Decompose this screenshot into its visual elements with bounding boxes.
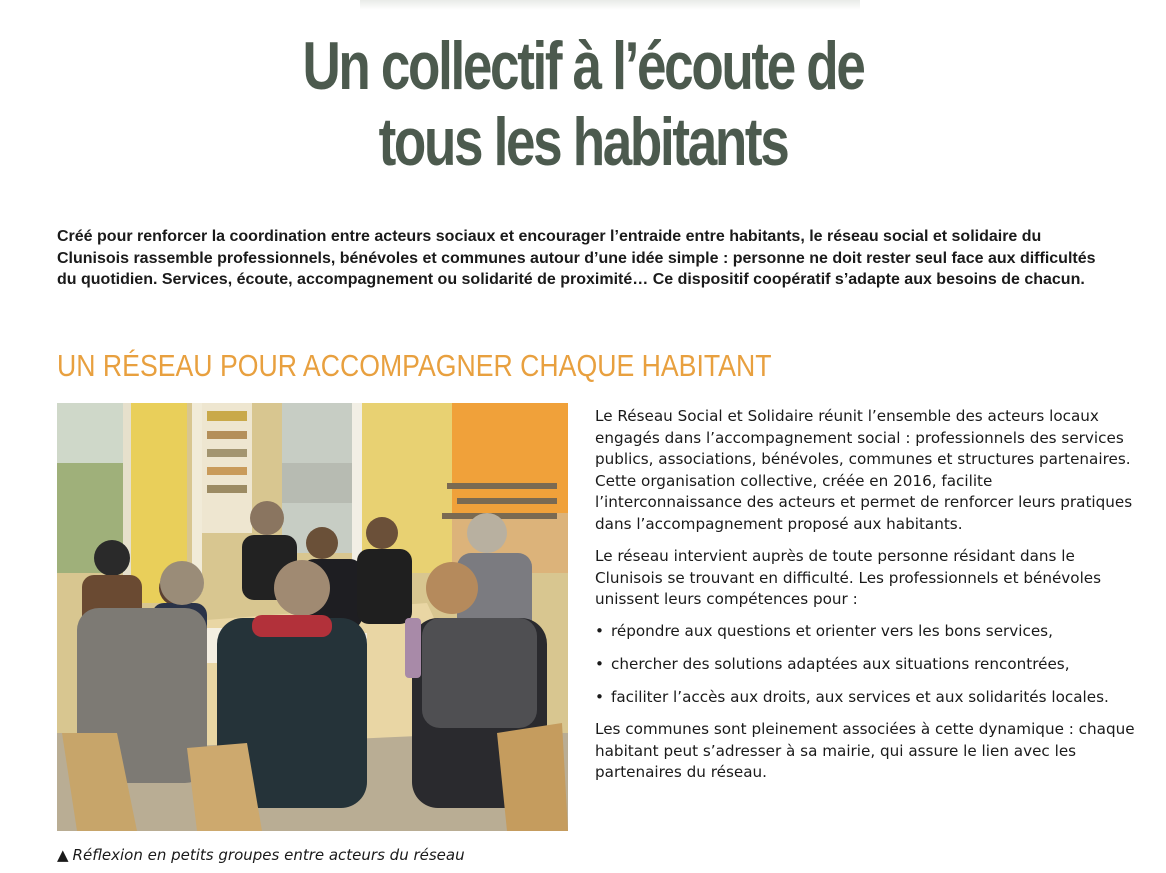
photo-caption-text: Réflexion en petits groupes entre acteurs du réseau xyxy=(72,846,465,864)
page-title-line-1: Un collectif à l’écoute de xyxy=(302,28,864,104)
page-title xyxy=(128,28,1037,180)
section-body xyxy=(595,406,1140,794)
list-item xyxy=(595,654,1140,676)
list-item xyxy=(595,687,1140,709)
photo-caption xyxy=(57,845,465,865)
section-paragraph-1: Le Réseau Social et Solidaire réunit l’ensemble des acteurs locaux engagés dans l’accompagnement social : professionnels des services publics, associations, bénévoles, communes et structures partenaires. Cette organisation collective, créée en 2016, facilite l’interconnaissance des acteurs et permet de renforcer leurs pratiques dans l’accompagnement proposé aux habitants. xyxy=(595,407,1133,533)
list-item-text: faciliter l’accès aux droits, aux services et aux solidarités locales. xyxy=(611,687,1109,706)
group-meeting-photo xyxy=(57,403,568,831)
bullet-icon: • xyxy=(595,622,604,641)
bullet-icon: • xyxy=(595,654,604,673)
triangle-up-icon: ▲ xyxy=(57,846,69,864)
section-paragraph-3: Les communes sont pleinement associées à cette dynamique : chaque habitant peut s’adresser à sa mairie, qui assure le lien avec les partenaires du réseau. xyxy=(595,720,1135,782)
section-paragraph-2: Le réseau intervient auprès de toute personne résidant dans le Clunisois se trouvant en difficulté. Les professionnels et bénévoles unissent leurs compétences pour : xyxy=(595,547,1102,609)
list-item xyxy=(595,621,1140,643)
photo-illustration xyxy=(57,403,568,831)
top-decoration xyxy=(360,0,860,10)
list-item-text: chercher des solutions adaptées aux situations rencontrées, xyxy=(611,654,1070,673)
section-heading: UN RÉSEAU POUR ACCOMPAGNER CHAQUE HABITANT xyxy=(57,348,772,383)
intro-paragraph: Créé pour renforcer la coordination entre acteurs sociaux et encourager l’entraide entre habitants, le réseau social et solidaire du Clunisois rassemble professionnels, bénévoles et communes autour d’une idée simple : personne ne doit rester seul face aux difficultés du quotidien. Services, écoute, accompagnement ou solidarité de proximité… Ce dispositif coopératif s’adapte aux besoins de chacun. xyxy=(57,228,1096,288)
page-title-line-2: tous les habitants xyxy=(378,104,788,180)
bullet-list xyxy=(595,621,1140,708)
list-item-text: répondre aux questions et orienter vers les bons services, xyxy=(611,622,1053,641)
bullet-icon: • xyxy=(595,687,604,706)
